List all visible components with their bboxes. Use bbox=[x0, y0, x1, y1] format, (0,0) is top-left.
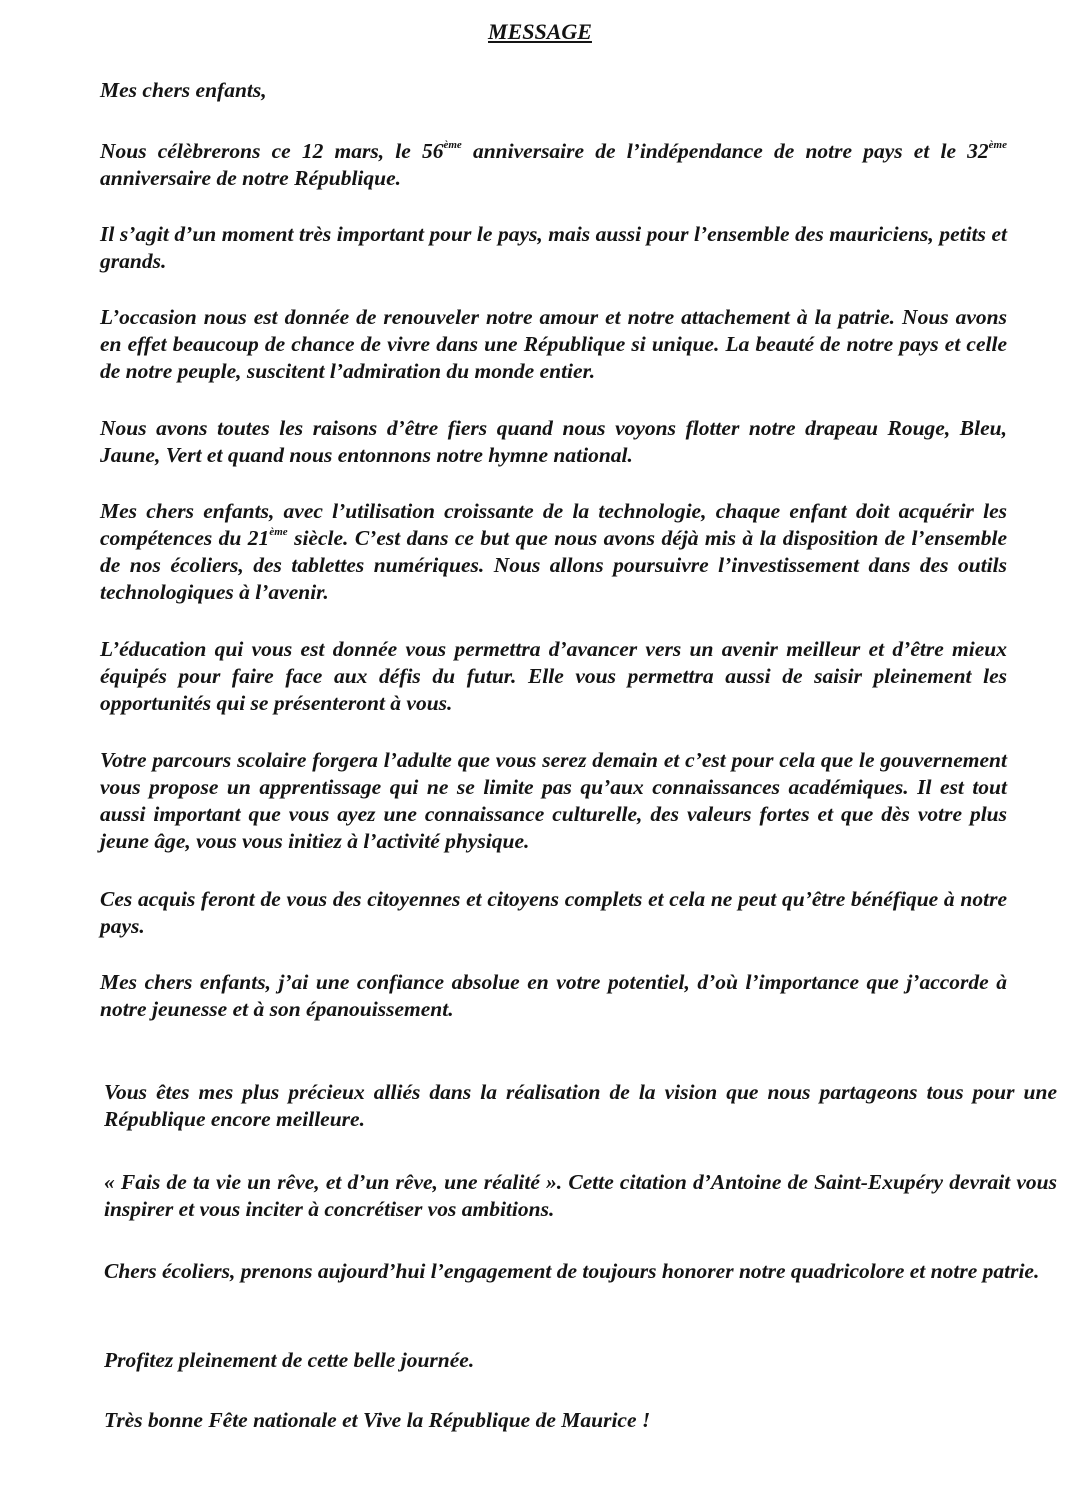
paragraph-confidence: Mes chers enfants, j’ai une confiance absolue en votre potentiel, d’où l’importance que j’accorde à notre jeunesse et à son épanouissement. bbox=[100, 970, 1007, 1021]
paragraph-flag: Nous avons toutes les raisons d’être fiers quand nous voyons flotter notre drapeau Rouge, Bleu, Jaune, Vert et quand nous entonnons notre hymne national. bbox=[100, 416, 1007, 467]
page-title: MESSAGE bbox=[488, 19, 592, 44]
paragraph-closing: Très bonne Fête nationale et Vive la République de Maurice ! bbox=[104, 1408, 651, 1432]
paragraph-enjoy: Profitez pleinement de cette belle journée. bbox=[104, 1348, 475, 1372]
paragraph-anniversary bbox=[100, 138, 1007, 192]
paragraph-love-of-country: L’occasion nous est donnée de renouveler notre amour et notre attachement à la patrie. Nous avons en effet beaucoup de chance de vivre dans une République si unique. La beauté de notre pays et celle de notre peuple, suscitent l’admiration du monde entier. bbox=[100, 305, 1007, 383]
paragraph-technology bbox=[100, 498, 1007, 606]
paragraph-text: anniversaire de notre République. bbox=[100, 166, 402, 190]
paragraph-schooling: Votre parcours scolaire forgera l’adulte que vous serez demain et c’est pour cela que le gouvernement vous propose un apprentissage qui ne se limite pas qu’aux connaissances académiques. Il est tout aussi important que vous ayez une connaissance culturelle, des valeurs fortes et que dès votre plus jeune âge, vous vous initiez à l’activité physique. bbox=[100, 748, 1007, 853]
paragraph-text: anniversaire de l’indépendance de notre pays et le 32 bbox=[461, 139, 989, 163]
superscript: ème bbox=[443, 139, 462, 151]
paragraph-quote: « Fais de ta vie un rêve, et d’un rêve, une réalité ». Cette citation d’Antoine de Saint-Exupéry devrait vous inspirer et vous inciter à concrétiser vos ambitions. bbox=[104, 1170, 1057, 1221]
superscript: ème bbox=[269, 526, 288, 538]
paragraph-text: Mes chers enfants, avec l’utilisation croissante de la technologie, chaque enfant doit acquérir les compétences du 21 bbox=[100, 499, 1007, 550]
paragraph-text: Nous célèbrerons ce 12 mars, le 56 bbox=[100, 139, 444, 163]
paragraph-education: L’éducation qui vous est donnée vous permettra d’avancer vers un avenir meilleur et d’être mieux équipés pour faire face aux défis du futur. Elle vous permettra aussi de saisir pleinement les opportunités qui se présenteront à vous. bbox=[100, 637, 1007, 715]
paragraph-commitment: Chers écoliers, prenons aujourd’hui l’engagement de toujours honorer notre quadricolore et notre patrie. bbox=[104, 1259, 1040, 1283]
salutation: Mes chers enfants, bbox=[100, 78, 267, 102]
paragraph-text: siècle. C’est dans ce but que nous avons déjà mis à la disposition de l’ensemble de nos écoliers, des tablettes numériques. Nous allons poursuivre l’investissement dans des outils technologiques à l’avenir. bbox=[100, 526, 1007, 604]
superscript: ème bbox=[988, 139, 1007, 151]
paragraph-allies: Vous êtes mes plus précieux alliés dans la réalisation de la vision que nous partageons tous pour une République encore meilleure. bbox=[104, 1080, 1057, 1131]
paragraph-citizens: Ces acquis feront de vous des citoyennes et citoyens complets et cela ne peut qu’être bénéfique à notre pays. bbox=[100, 887, 1007, 938]
paragraph-important-moment: Il s’agit d’un moment très important pour le pays, mais aussi pour l’ensemble des mauriciens, petits et grands. bbox=[100, 222, 1007, 273]
